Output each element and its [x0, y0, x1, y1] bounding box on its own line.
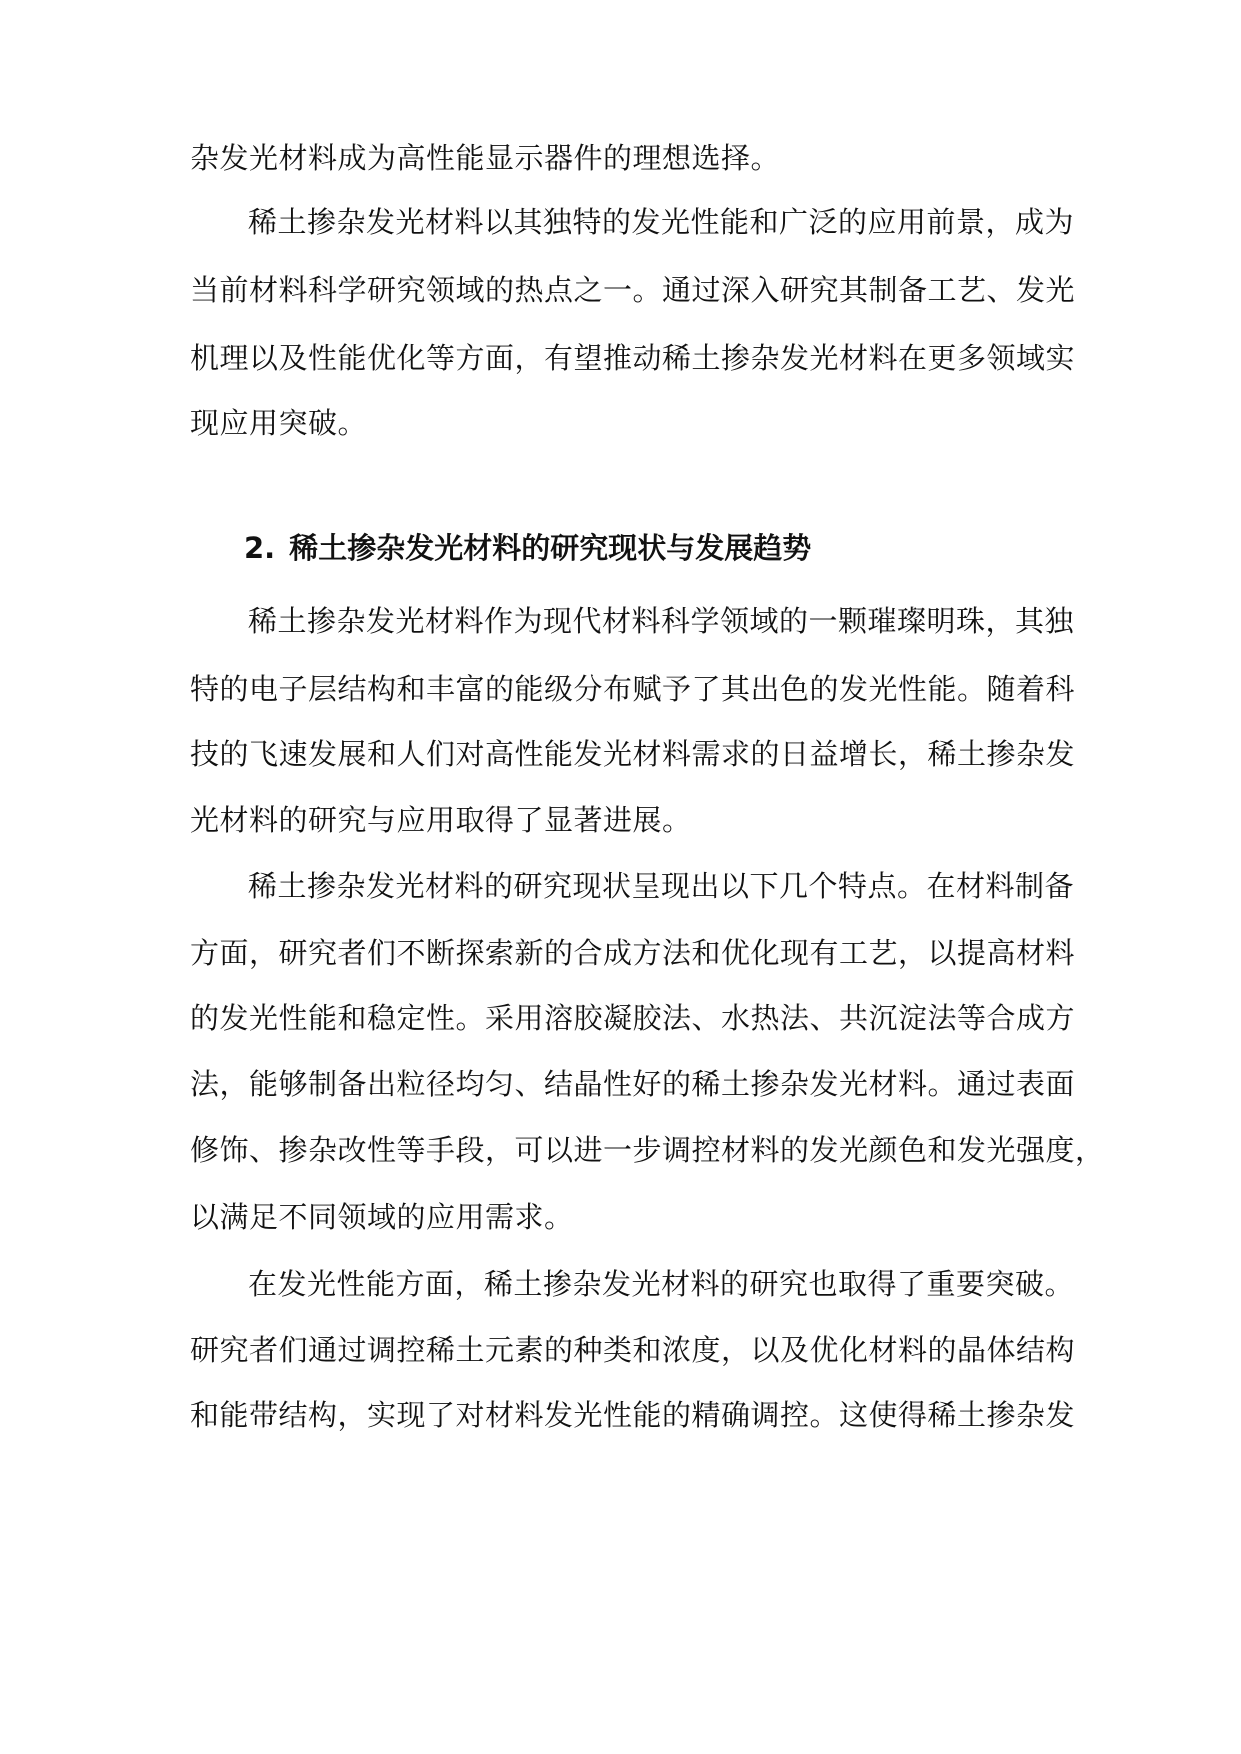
paragraph-line: 当前材料科学研究领域的热点之一。通过深入研究其制备工艺、发光	[190, 273, 1076, 307]
paragraph-line: 法，能够制备出粒径均匀、结晶性好的稀土掺杂发光材料。通过表面	[190, 1067, 1076, 1101]
paragraph-line: 特的电子层结构和丰富的能级分布赋予了其出色的发光性能。随着科	[190, 672, 1076, 706]
paragraph-line: 稀土掺杂发光材料作为现代材料科学领域的一颗璀璨明珠，其独	[248, 604, 1075, 638]
paragraph-line: 的发光性能和稳定性。采用溶胶凝胶法、水热法、共沉淀法等合成方	[190, 1001, 1076, 1035]
section-number: 2.	[244, 531, 276, 565]
paragraph-line: 在发光性能方面，稀土掺杂发光材料的研究也取得了重要突破。	[248, 1267, 1075, 1301]
paragraph-line: 稀土掺杂发光材料的研究现状呈现出以下几个特点。在材料制备	[248, 869, 1075, 903]
paragraph-line: 以满足不同领域的应用需求。	[190, 1200, 574, 1234]
section-heading	[244, 528, 811, 568]
paragraph-line: 杂发光材料成为高性能显示器件的理想选择。	[190, 141, 781, 175]
paragraph-line: 现应用突破。	[190, 406, 368, 440]
paragraph-line: 方面，研究者们不断探索新的合成方法和优化现有工艺，以提高材料	[190, 936, 1076, 970]
paragraph-line: 稀土掺杂发光材料以其独特的发光性能和广泛的应用前景，成为	[248, 205, 1075, 239]
section-title: 稀土掺杂发光材料的研究现状与发展趋势	[289, 531, 812, 565]
paragraph-line: 技的飞速发展和人们对高性能发光材料需求的日益增长，稀土掺杂发	[190, 737, 1076, 771]
paragraph-line: 修饰、掺杂改性等手段，可以进一步调控材料的发光颜色和发光强度，	[190, 1133, 1105, 1167]
paragraph-line: 光材料的研究与应用取得了显著进展。	[190, 803, 692, 837]
paragraph-line: 研究者们通过调控稀土元素的种类和浓度，以及优化材料的晶体结构	[190, 1333, 1076, 1367]
paragraph-line: 机理以及性能优化等方面，有望推动稀土掺杂发光材料在更多领域实	[190, 341, 1076, 375]
paragraph-line: 和能带结构，实现了对材料发光性能的精确调控。这使得稀土掺杂发	[190, 1398, 1076, 1432]
